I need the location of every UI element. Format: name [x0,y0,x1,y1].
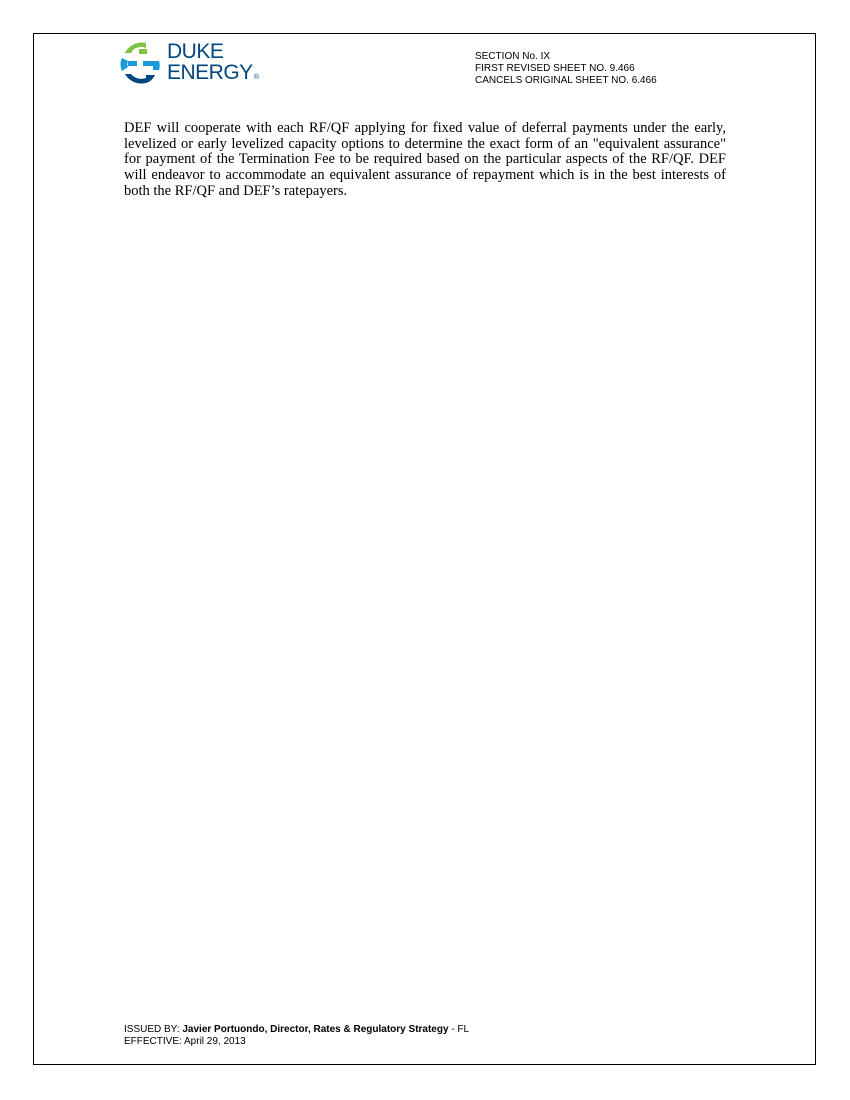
duke-energy-emblem-icon [119,40,161,86]
issued-by [124,1024,469,1036]
effective-label: EFFECTIVE: [124,1036,185,1047]
logo-line-duke: DUKE [167,40,224,63]
footer [124,1024,469,1048]
issued-by-name: Javier Portuondo, Director, Rates & Regulatory Strategy [182,1024,449,1035]
duke-energy-logo [119,40,269,90]
registered-mark: ® [253,74,259,81]
sheet-number: FIRST REVISED SHEET NO. 9.466 [475,63,635,74]
logo-line-energy [167,62,258,88]
sheet-info [475,51,657,87]
section-number: SECTION No. IX [475,51,551,62]
effective-date: April 29, 2013 [184,1036,246,1047]
issued-by-label: ISSUED BY: [124,1024,183,1035]
effective [124,1036,469,1048]
logo-energy-text: ENERGY [167,61,253,84]
body-paragraph: DEF will cooperate with each RF/QF applying for fixed value of deferral payments under the early, levelized or early levelized capacity options to determine the exact form of an "equivalent assurance" for payment of the Termination Fee to be required based on the particular aspects of the RF/QF. DEF will endeavor to accommodate an equivalent assurance of repayment which is in the best interests of both the RF/QF and DEF’s ratepayers. [124,120,726,199]
cancels-sheet: CANCELS ORIGINAL SHEET NO. 6.466 [475,75,657,86]
issued-by-suffix: - FL [448,1024,470,1035]
logo-wordmark [167,41,258,88]
